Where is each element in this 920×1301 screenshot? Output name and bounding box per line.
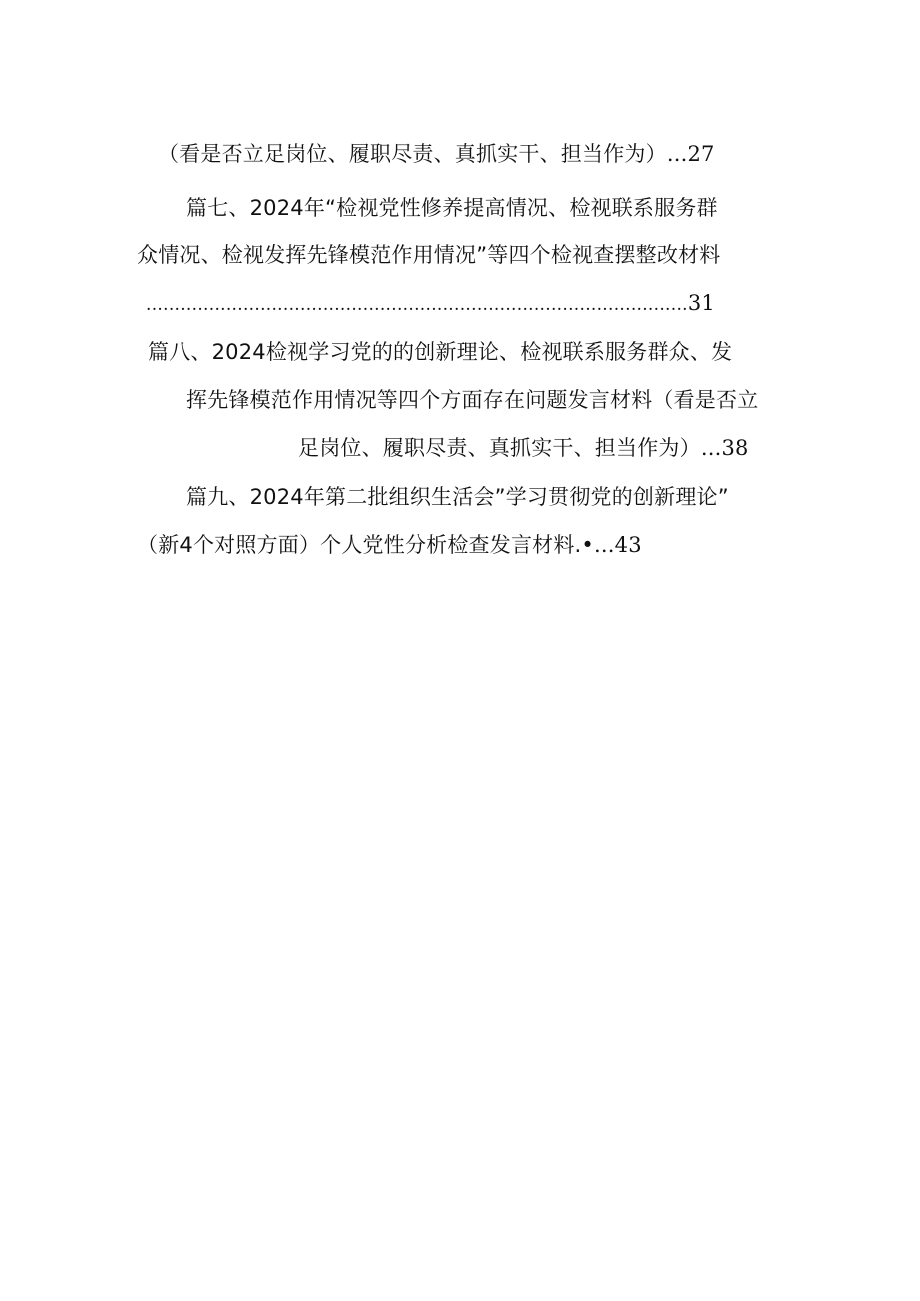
toc-entry-8-line-2: 挥先锋模范作用情况等四个方面存在问题发言材料（看是否立 [186,388,759,412]
toc-entry-9-page: ...43 [594,533,642,557]
toc-entry-6-tail [158,140,715,168]
toc-entry-6-page: ...27 [666,142,715,166]
toc-entry-9-line-2 [137,531,642,559]
toc-entry-7-leader: ............................................................................................... [146,295,688,315]
toc-entry-7-leader-line [146,289,715,319]
toc-entry-9-line-1: 篇九、2024年第二批组织生活会”学习贯彻党的创新理论” [186,485,729,509]
toc-entry-7-line-1: 篇七、2024年“检视党性修养提高情况、检视联系服务群 [186,196,718,220]
toc-entry-8-line-1: 篇八、2024检视学习党的的创新理论、检视联系服务群众、发 [148,340,733,364]
toc-entry-8-line-3 [298,434,749,462]
toc-entry-6-text: （看是否立足岗位、履职尽责、真抓实干、担当作为） [158,142,667,166]
toc-entry-9-text: （新4个对照方面）个人党性分析检查发言材料.• [137,533,595,557]
toc-entry-7-page: 31 [687,291,715,315]
toc-entry-8-page: ...38 [700,436,749,460]
toc-entry-7-line-2: 众情况、检视发挥先锋模范作用情况”等四个检视查摆整改材料 [137,243,721,267]
toc-entry-8-text: 足岗位、履职尽责、真抓实干、担当作为） [298,436,701,460]
